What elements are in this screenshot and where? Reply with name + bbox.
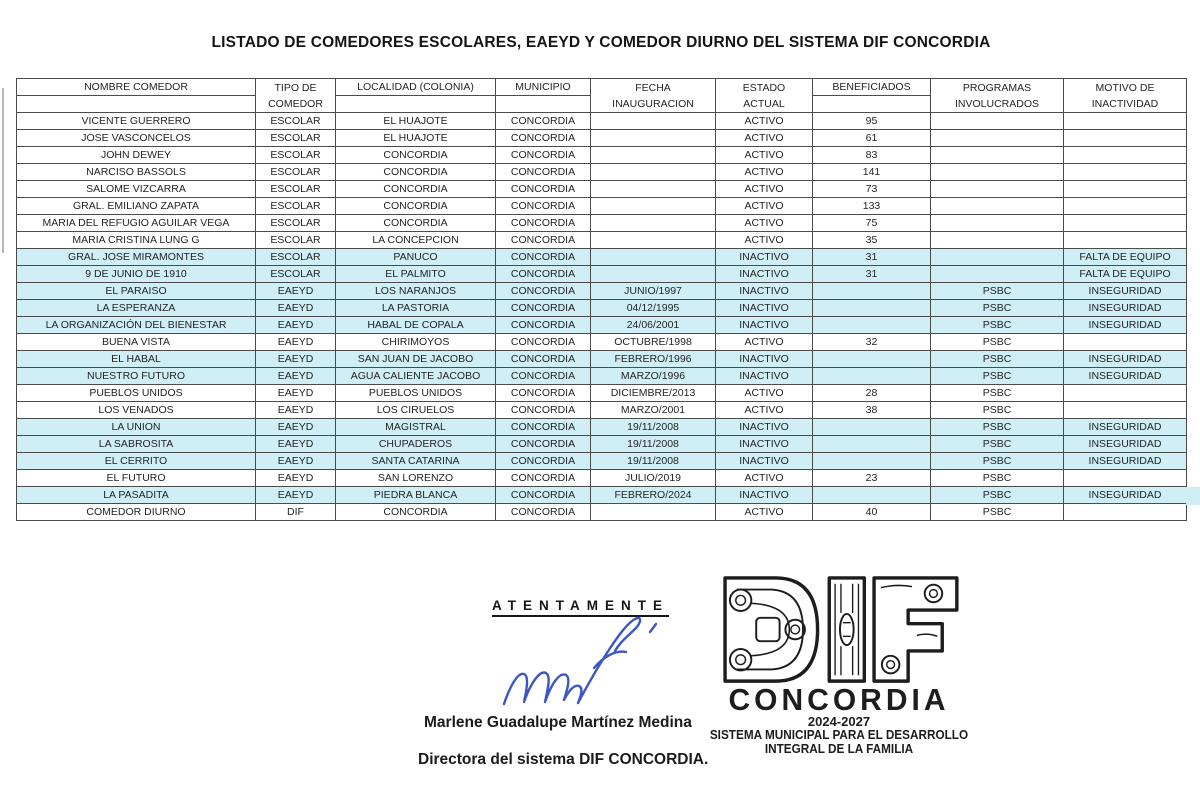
- table-cell: FEBRERO/2024: [591, 487, 716, 504]
- table-cell: FALTA DE EQUIPO: [1064, 266, 1187, 283]
- table-row: [17, 334, 1187, 351]
- table-row: [17, 130, 1187, 147]
- table-cell: EL PARAISO: [17, 283, 256, 300]
- table-cell: CONCORDIA: [496, 215, 591, 232]
- table-cell: [591, 164, 716, 181]
- table-cell: 32: [813, 334, 931, 351]
- table-cell: CONCORDIA: [496, 334, 591, 351]
- table-cell: EL FUTURO: [17, 470, 256, 487]
- table-cell: EAEYD: [256, 487, 336, 504]
- table-cell: [931, 164, 1064, 181]
- table-cell: MARIA DEL REFUGIO AGUILAR VEGA: [17, 215, 256, 232]
- dif-letters: [725, 578, 957, 681]
- table-cell: 31: [813, 249, 931, 266]
- table-cell: DICIEMBRE/2013: [591, 385, 716, 402]
- table-row: [17, 453, 1187, 470]
- table-cell: [591, 215, 716, 232]
- table-cell: ACTIVO: [716, 215, 813, 232]
- table-cell: [931, 130, 1064, 147]
- table-cell: FEBRERO/1996: [591, 351, 716, 368]
- table-cell: CONCORDIA: [496, 317, 591, 334]
- table-cell: EAEYD: [256, 317, 336, 334]
- table-cell: PSBC: [931, 283, 1064, 300]
- table-row: [17, 402, 1187, 419]
- table-cell: INACTIVO: [716, 453, 813, 470]
- table-cell: [1064, 113, 1187, 130]
- table-cell: PSBC: [931, 504, 1064, 521]
- table-row: [17, 215, 1187, 232]
- table-cell: 73: [813, 181, 931, 198]
- table-cell: 28: [813, 385, 931, 402]
- table-cell: ACTIVO: [716, 198, 813, 215]
- table-cell: ESCOLAR: [256, 215, 336, 232]
- atentamente-heading: ATENTAMENTE: [492, 598, 669, 617]
- table-cell: CONCORDIA: [496, 283, 591, 300]
- table-cell: [813, 300, 931, 317]
- table-cell: JOSE VASCONCELOS: [17, 130, 256, 147]
- table-cell: CONCORDIA: [336, 215, 496, 232]
- stamp-period: 2024-2027: [807, 714, 871, 729]
- table-row: [17, 113, 1187, 130]
- table-row: [17, 198, 1187, 215]
- table-cell: ESCOLAR: [256, 164, 336, 181]
- table-cell: ACTIVO: [716, 181, 813, 198]
- table-cell: ESCOLAR: [256, 266, 336, 283]
- table-cell: [931, 147, 1064, 164]
- table-row: [17, 368, 1187, 385]
- table-row: [17, 266, 1187, 283]
- table-cell: INSEGURIDAD: [1064, 283, 1187, 300]
- table-cell: [813, 368, 931, 385]
- table-cell: CONCORDIA: [496, 436, 591, 453]
- table-cell: [931, 181, 1064, 198]
- table-cell: [1064, 181, 1187, 198]
- table-cell: INACTIVO: [716, 419, 813, 436]
- table-cell: CONCORDIA: [496, 504, 591, 521]
- table-cell: CHIRIMOYOS: [336, 334, 496, 351]
- table-cell: CONCORDIA: [336, 147, 496, 164]
- table-cell: ACTIVO: [716, 470, 813, 487]
- table-cell: PSBC: [931, 300, 1064, 317]
- table-cell: ESCOLAR: [256, 198, 336, 215]
- table-row: [17, 470, 1187, 487]
- table-cell: [931, 215, 1064, 232]
- table-cell: [591, 198, 716, 215]
- table-cell: PSBC: [931, 453, 1064, 470]
- table-cell: CONCORDIA: [496, 147, 591, 164]
- table-cell: [591, 249, 716, 266]
- table-cell: CONCORDIA: [336, 164, 496, 181]
- table-cell: JUNIO/1997: [591, 283, 716, 300]
- table-header: [17, 79, 1187, 113]
- table-cell: EAEYD: [256, 283, 336, 300]
- table-cell: [1064, 504, 1187, 521]
- table-cell: LA ORGANIZACIÓN DEL BIENESTAR: [17, 317, 256, 334]
- table-cell: PIEDRA BLANCA: [336, 487, 496, 504]
- table-cell: ESCOLAR: [256, 232, 336, 249]
- table-cell: MAGISTRAL: [336, 419, 496, 436]
- table-cell: INACTIVO: [716, 351, 813, 368]
- table-cell: [931, 249, 1064, 266]
- column-header: FECHA INAUGURACION: [591, 79, 716, 113]
- table-cell: EL CERRITO: [17, 453, 256, 470]
- table-cell: LA ESPERANZA: [17, 300, 256, 317]
- table-row: [17, 351, 1187, 368]
- table-cell: CONCORDIA: [496, 232, 591, 249]
- table-cell: [1064, 402, 1187, 419]
- table-cell: 04/12/1995: [591, 300, 716, 317]
- table-row: [17, 300, 1187, 317]
- table-cell: PSBC: [931, 317, 1064, 334]
- signature: [498, 606, 663, 721]
- table-cell: [813, 351, 931, 368]
- table-cell: 141: [813, 164, 931, 181]
- table-row: [17, 232, 1187, 249]
- stamp-line2: INTEGRAL DE LA FAMILIA: [764, 741, 914, 756]
- table-cell: INSEGURIDAD: [1064, 487, 1187, 504]
- table-cell: INSEGURIDAD: [1064, 368, 1187, 385]
- table-cell: [813, 436, 931, 453]
- table-cell: EAEYD: [256, 351, 336, 368]
- highlighter-overflow-strip: [1186, 487, 1200, 505]
- column-header: MOTIVO DE INACTIVIDAD: [1064, 79, 1187, 113]
- table-cell: CONCORDIA: [496, 385, 591, 402]
- table-cell: EAEYD: [256, 436, 336, 453]
- table-cell: [591, 130, 716, 147]
- table-cell: [813, 487, 931, 504]
- table-cell: CONCORDIA: [496, 113, 591, 130]
- table-row: [17, 487, 1187, 504]
- table-cell: SAN JUAN DE JACOBO: [336, 351, 496, 368]
- column-header: TIPO DE COMEDOR: [256, 79, 336, 113]
- table-cell: AGUA CALIENTE JACOBO: [336, 368, 496, 385]
- dif-stamp: [703, 574, 975, 756]
- table-cell: [591, 266, 716, 283]
- table-row: [17, 147, 1187, 164]
- stamp-line1: SISTEMA MUNICIPAL PARA EL DESARROLLO: [709, 727, 969, 743]
- table-cell: OCTUBRE/1998: [591, 334, 716, 351]
- table-cell: INSEGURIDAD: [1064, 419, 1187, 436]
- column-header: MUNICIPIO: [496, 79, 591, 113]
- table-cell: 75: [813, 215, 931, 232]
- table-cell: ACTIVO: [716, 385, 813, 402]
- table-cell: SALOME VIZCARRA: [17, 181, 256, 198]
- table-row: [17, 283, 1187, 300]
- table-row: [17, 249, 1187, 266]
- table-cell: 83: [813, 147, 931, 164]
- table-cell: [1064, 147, 1187, 164]
- table-cell: BUENA VISTA: [17, 334, 256, 351]
- table-cell: INACTIVO: [716, 283, 813, 300]
- table-cell: MARIA CRISTINA LUNG G: [17, 232, 256, 249]
- table-cell: [1064, 385, 1187, 402]
- table-cell: ACTIVO: [716, 232, 813, 249]
- table-cell: GRAL. EMILIANO ZAPATA: [17, 198, 256, 215]
- table-cell: [813, 283, 931, 300]
- table-cell: 133: [813, 198, 931, 215]
- stamp-concordia: CONCORDIA: [728, 683, 950, 718]
- table-cell: GRAL. JOSE MIRAMONTES: [17, 249, 256, 266]
- table-cell: EAEYD: [256, 419, 336, 436]
- table-row: [17, 385, 1187, 402]
- table-cell: INACTIVO: [716, 317, 813, 334]
- table-cell: ACTIVO: [716, 130, 813, 147]
- table-cell: ACTIVO: [716, 147, 813, 164]
- table-cell: ACTIVO: [716, 164, 813, 181]
- table-cell: 95: [813, 113, 931, 130]
- table-cell: [591, 181, 716, 198]
- table-cell: PANUCO: [336, 249, 496, 266]
- table-cell: [813, 453, 931, 470]
- table-cell: CONCORDIA: [496, 130, 591, 147]
- table-cell: INSEGURIDAD: [1064, 436, 1187, 453]
- table-cell: INACTIVO: [716, 249, 813, 266]
- page-title: LISTADO DE COMEDORES ESCOLARES, EAEYD Y COMEDOR DIURNO DEL SISTEMA DIF CONCORDIA: [211, 34, 991, 51]
- table-cell: CONCORDIA: [496, 487, 591, 504]
- table-cell: CONCORDIA: [496, 419, 591, 436]
- table-cell: [1064, 164, 1187, 181]
- table-cell: LA UNION: [17, 419, 256, 436]
- table-cell: [1064, 334, 1187, 351]
- column-header: ESTADO ACTUAL: [716, 79, 813, 113]
- table-cell: PSBC: [931, 470, 1064, 487]
- table-cell: ACTIVO: [716, 504, 813, 521]
- table-cell: PSBC: [931, 385, 1064, 402]
- table-cell: CONCORDIA: [496, 368, 591, 385]
- table-cell: [931, 232, 1064, 249]
- table-row: [17, 504, 1187, 521]
- table-cell: CONCORDIA: [496, 164, 591, 181]
- table-cell: PSBC: [931, 487, 1064, 504]
- table-cell: SAN LORENZO: [336, 470, 496, 487]
- table-cell: CHUPADEROS: [336, 436, 496, 453]
- table-cell: ACTIVO: [716, 402, 813, 419]
- table-cell: ESCOLAR: [256, 147, 336, 164]
- table-cell: PUEBLOS UNIDOS: [336, 385, 496, 402]
- table-cell: PSBC: [931, 351, 1064, 368]
- table-cell: ACTIVO: [716, 334, 813, 351]
- column-header: LOCALIDAD (COLONIA): [336, 79, 496, 113]
- table-cell: INACTIVO: [716, 300, 813, 317]
- table-cell: 9 DE JUNIO DE 1910: [17, 266, 256, 283]
- table-cell: CONCORDIA: [496, 198, 591, 215]
- table-cell: EAEYD: [256, 453, 336, 470]
- signer-title: Directora del sistema DIF CONCORDIA.: [418, 751, 709, 768]
- table-cell: MARZO/2001: [591, 402, 716, 419]
- table-cell: CONCORDIA: [496, 470, 591, 487]
- column-header: PROGRAMAS INVOLUCRADOS: [931, 79, 1064, 113]
- table-cell: COMEDOR DIURNO: [17, 504, 256, 521]
- table-cell: [591, 113, 716, 130]
- table-cell: [1064, 215, 1187, 232]
- table-cell: PSBC: [931, 368, 1064, 385]
- table-cell: [591, 147, 716, 164]
- comedores-table: [16, 78, 1187, 521]
- table-cell: CONCORDIA: [336, 504, 496, 521]
- table-cell: INACTIVO: [716, 266, 813, 283]
- table-cell: PSBC: [931, 419, 1064, 436]
- table-cell: LOS CIRUELOS: [336, 402, 496, 419]
- table-cell: LA PASADITA: [17, 487, 256, 504]
- table-cell: INACTIVO: [716, 487, 813, 504]
- table-cell: EAEYD: [256, 385, 336, 402]
- table-cell: CONCORDIA: [496, 249, 591, 266]
- table-cell: INSEGURIDAD: [1064, 351, 1187, 368]
- table-cell: 40: [813, 504, 931, 521]
- table-cell: 19/11/2008: [591, 453, 716, 470]
- table-cell: NARCISO BASSOLS: [17, 164, 256, 181]
- table-cell: [813, 419, 931, 436]
- signer-name: Marlene Guadalupe Martínez Medina: [424, 714, 692, 731]
- table-cell: CONCORDIA: [496, 181, 591, 198]
- table-cell: INSEGURIDAD: [1064, 300, 1187, 317]
- table-row: [17, 419, 1187, 436]
- table-cell: INSEGURIDAD: [1064, 453, 1187, 470]
- table-cell: JULIO/2019: [591, 470, 716, 487]
- table-cell: 23: [813, 470, 931, 487]
- table-cell: LOS VENADOS: [17, 402, 256, 419]
- table-cell: VICENTE GUERRERO: [17, 113, 256, 130]
- column-header: NOMBRE COMEDOR: [17, 79, 256, 113]
- table-cell: CONCORDIA: [496, 351, 591, 368]
- table-cell: ESCOLAR: [256, 181, 336, 198]
- dif-logo-icon: [714, 574, 964, 686]
- table-cell: [1064, 198, 1187, 215]
- table-cell: PSBC: [931, 334, 1064, 351]
- table-cell: LA SABROSITA: [17, 436, 256, 453]
- table-cell: EAEYD: [256, 470, 336, 487]
- signature-ink-icon: [498, 606, 663, 721]
- table-cell: [931, 198, 1064, 215]
- table-cell: INSEGURIDAD: [1064, 317, 1187, 334]
- table-cell: PSBC: [931, 436, 1064, 453]
- table-cell: CONCORDIA: [336, 198, 496, 215]
- table-row: [17, 436, 1187, 453]
- table-cell: INACTIVO: [716, 368, 813, 385]
- table-cell: EAEYD: [256, 402, 336, 419]
- table-cell: CONCORDIA: [336, 181, 496, 198]
- table-cell: INACTIVO: [716, 436, 813, 453]
- table-cell: JOHN DEWEY: [17, 147, 256, 164]
- table-cell: EL HUAJOTE: [336, 130, 496, 147]
- table-cell: [813, 317, 931, 334]
- table-cell: [591, 232, 716, 249]
- table-cell: 19/11/2008: [591, 419, 716, 436]
- table-row: [17, 181, 1187, 198]
- table-body: [17, 113, 1187, 521]
- table-cell: 61: [813, 130, 931, 147]
- table-cell: ACTIVO: [716, 113, 813, 130]
- table-cell: SANTA CATARINA: [336, 453, 496, 470]
- table-cell: ESCOLAR: [256, 113, 336, 130]
- table-cell: EAEYD: [256, 334, 336, 351]
- table-cell: NUESTRO FUTURO: [17, 368, 256, 385]
- signature-strokes: [504, 618, 656, 704]
- table-cell: 38: [813, 402, 931, 419]
- table-cell: EAEYD: [256, 300, 336, 317]
- header-row: [17, 79, 1187, 113]
- table-cell: 24/06/2001: [591, 317, 716, 334]
- table-cell: ESCOLAR: [256, 130, 336, 147]
- table-row: [17, 164, 1187, 181]
- table-cell: [591, 504, 716, 521]
- table-cell: [931, 113, 1064, 130]
- table-cell: EL HUAJOTE: [336, 113, 496, 130]
- table-cell: PUEBLOS UNIDOS: [17, 385, 256, 402]
- table-cell: EL PALMITO: [336, 266, 496, 283]
- table-cell: CONCORDIA: [496, 300, 591, 317]
- table-cell: [931, 266, 1064, 283]
- table-cell: HABAL DE COPALA: [336, 317, 496, 334]
- table-cell: ESCOLAR: [256, 249, 336, 266]
- table-cell: DIF: [256, 504, 336, 521]
- table-cell: LA CONCEPCION: [336, 232, 496, 249]
- table-cell: 19/11/2008: [591, 436, 716, 453]
- table-cell: 31: [813, 266, 931, 283]
- table-cell: [1064, 232, 1187, 249]
- table-cell: LA PASTORIA: [336, 300, 496, 317]
- table-cell: FALTA DE EQUIPO: [1064, 249, 1187, 266]
- table-row: [17, 317, 1187, 334]
- table-cell: [1064, 130, 1187, 147]
- scan-artifact-line: [2, 88, 4, 253]
- table-cell: LOS NARANJOS: [336, 283, 496, 300]
- table-cell: MARZO/1996: [591, 368, 716, 385]
- table-cell: [1064, 470, 1187, 487]
- table-cell: EAEYD: [256, 368, 336, 385]
- table-cell: CONCORDIA: [496, 266, 591, 283]
- table-cell: 35: [813, 232, 931, 249]
- column-header: BENEFICIADOS: [813, 79, 931, 113]
- table-cell: CONCORDIA: [496, 402, 591, 419]
- table-cell: PSBC: [931, 402, 1064, 419]
- table-cell: EL HABAL: [17, 351, 256, 368]
- table-cell: CONCORDIA: [496, 453, 591, 470]
